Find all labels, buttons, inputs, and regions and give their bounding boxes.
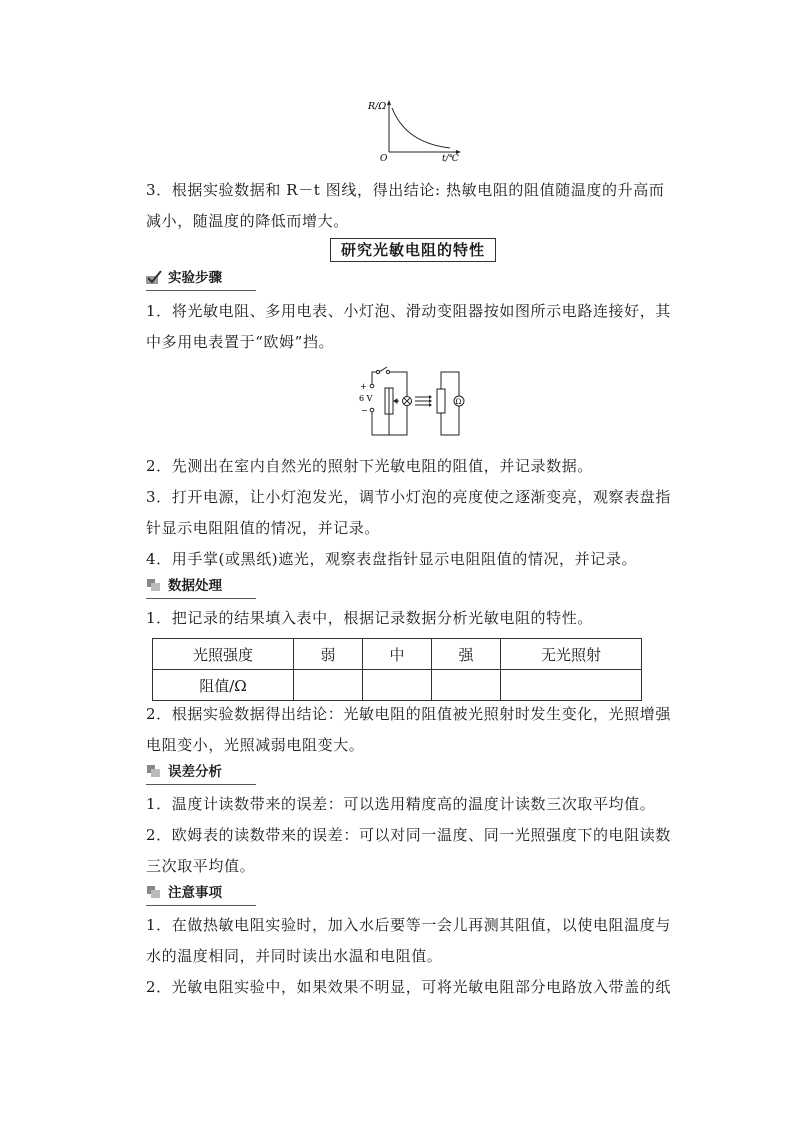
table-cell xyxy=(432,670,501,701)
table-row-label: 阻值/Ω xyxy=(153,670,294,701)
ray-arrow xyxy=(429,403,432,407)
graph-xlabel: t/℃ xyxy=(442,154,459,164)
r-t-graph xyxy=(358,98,468,166)
table-cell xyxy=(363,670,432,701)
table-row xyxy=(153,639,642,670)
data-step-1: 1．把记录的结果填入表中，根据记录数据分析光敏电阻的特性。 xyxy=(146,609,593,627)
heading-error-label: 误差分析 xyxy=(168,764,222,780)
table-header-cell: 弱 xyxy=(294,639,363,670)
table-header-cell: 无光照射 xyxy=(501,639,642,670)
heading-steps xyxy=(146,268,256,291)
minus-sign: − xyxy=(361,406,368,415)
note-2: 2．光敏电阻实验中，如果效果不明显，可将光敏电阻部分电路放入带盖的纸 xyxy=(146,978,671,996)
heading-notes-label: 注意事项 xyxy=(168,885,222,901)
step-1: 1．将光敏电阻、多用电表、小灯泡、滑动变阻器按如图所示电路连接好，其中多用电表置于“欧姆”挡。 xyxy=(146,302,671,351)
graph-curve xyxy=(392,108,450,148)
circuit-diagram xyxy=(359,366,465,440)
voltage-label: 6 V xyxy=(359,394,373,403)
heading-error xyxy=(146,762,256,785)
step-4: 4．用手掌(或黑纸)遮光，观察表盘指针显示电阻阻值的情况，并记录。 xyxy=(146,550,638,568)
photoresistor xyxy=(437,389,445,413)
data-step-2: 2．根据实验数据得出结论：光敏电阻的阻值被光照射时发生变化，光照增强电阻变小，光照减弱电阻变大。 xyxy=(146,705,671,754)
table-cell xyxy=(501,670,642,701)
graph-ylabel: R/Ω xyxy=(368,101,387,112)
graph-origin: O xyxy=(380,154,388,164)
heading-data xyxy=(146,576,256,599)
ray-arrow xyxy=(429,399,432,403)
section-title: 研究光敏电阻的特性 xyxy=(330,238,496,262)
step-2: 2．先测出在室内自然光的照射下光敏电阻的阻值，并记录数据。 xyxy=(146,457,593,475)
heading-steps-label: 实验步骤 xyxy=(168,270,222,286)
paragraph-thermistor-conclusion: 3．根据实验数据和 R－t 图线，得出结论: 热敏电阻的阻值随温度的升高而减小，随温度的降低而增大。 xyxy=(146,181,665,230)
heading-data-label: 数据处理 xyxy=(168,578,222,594)
slider-arrow xyxy=(394,399,397,403)
step-3: 3．打开电源，让小灯泡发光，调节小灯泡的亮度使之逐渐变亮，观察表盘指针显示电阻阻值的情况，并记录。 xyxy=(146,488,671,537)
square-bullet-icon xyxy=(146,885,162,899)
ray-arrow xyxy=(429,395,432,399)
table-header-cell: 光照强度 xyxy=(153,639,294,670)
heading-notes xyxy=(146,883,256,906)
plus-sign: + xyxy=(360,382,367,391)
square-bullet-icon xyxy=(146,764,162,778)
switch-blade xyxy=(379,367,387,372)
data-table xyxy=(152,638,642,701)
table-header-cell: 强 xyxy=(432,639,501,670)
square-bullet-icon xyxy=(146,578,162,592)
error-1: 1．温度计读数带来的误差：可以选用精度高的温度计读数三次取平均值。 xyxy=(146,795,656,813)
table-cell xyxy=(294,670,363,701)
error-2: 2．欧姆表的读数带来的误差：可以对同一温度、同一光照强度下的电阻读数三次取平均值。 xyxy=(146,826,671,875)
note-1: 1．在做热敏电阻实验时，加入水后要等一会儿再测其阻值，以使电阻温度与水的温度相同，并同时读出水温和电阻值。 xyxy=(146,916,671,965)
table-row xyxy=(153,670,642,701)
table-header-cell: 中 xyxy=(363,639,432,670)
circuit-wire xyxy=(372,372,377,384)
power-terminal xyxy=(370,408,374,412)
graph-y-arrow xyxy=(387,100,391,105)
circuit-wire xyxy=(372,412,389,435)
ohm-symbol: Ω xyxy=(455,398,462,406)
checkmark-icon xyxy=(146,270,162,284)
power-terminal xyxy=(370,384,374,388)
